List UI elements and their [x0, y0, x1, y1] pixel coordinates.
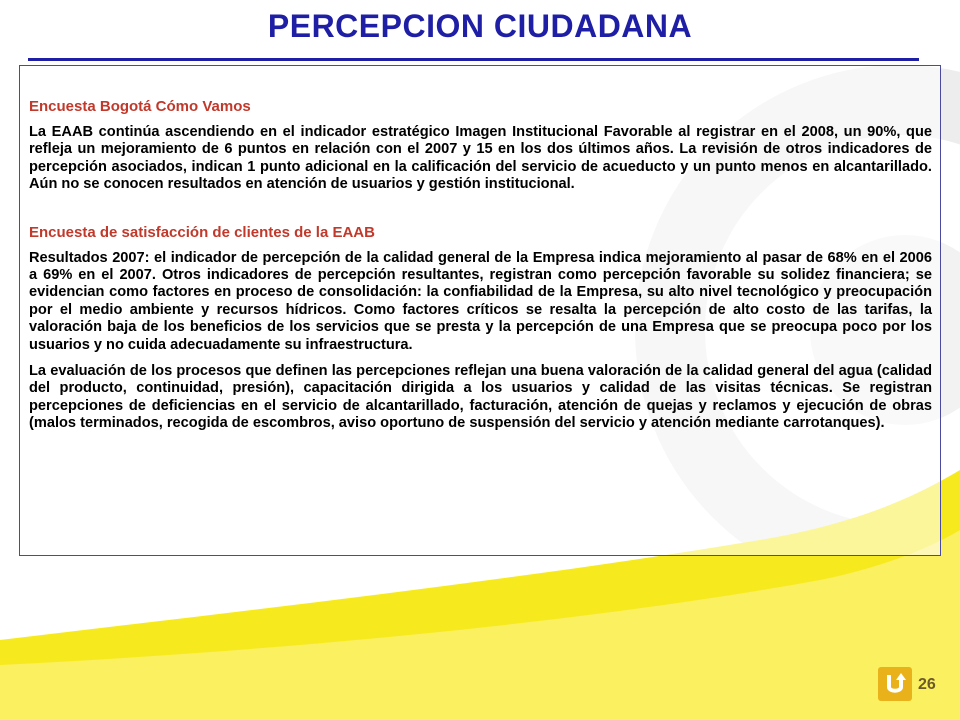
section-paragraph: La evaluación de los procesos que definen las percepciones reflejan una buena valoración de la calidad general del agua (calidad del producto, continuidad, presión), capacitación dirigida a los usuarios y calidad de las visitas técnicas. Se registran percepciones de deficiencias en el servicio de alcantarillado, facturación, atención de quejas y reclamos y ejecución de obras (malos terminados, recogida de escombros, aviso oportuno de suspensión del servicio y atención mediante carrotanques).	[29, 363, 932, 432]
title-underline	[28, 58, 919, 61]
content-body	[29, 98, 932, 433]
section-paragraph: Resultados 2007: el indicador de percepción de la calidad general de la Empresa indica mejoramiento al pasar de 68% en el 2006 a 69% en el 2007. Otros indicadores de percepción resultantes, registran como percepción favorable su solidez financiera; se evidencian como factores en proceso de consolidación: la confiabilidad de la Empresa, su alto nivel tecnológico y preocupación por el medio ambiente y recursos hídricos. Como factores críticos se resalta la percepción de alto costo de las tarifas, la valoración baja de los beneficios de los servicios que se presta y la percepción de una Empresa que se preocupa poco por los usuarios y no cuida adecuadamente su infraestructura.	[29, 249, 932, 353]
section-heading-bogota-como-vamos: Encuesta Bogotá Cómo Vamos	[29, 98, 251, 115]
spacer	[29, 194, 932, 224]
u-turn-logo-icon	[878, 667, 912, 701]
section-heading-satisfaccion-clientes: Encuesta de satisfacción de clientes de la EAAB	[29, 223, 375, 241]
page-number: 26	[918, 676, 936, 693]
spacer	[29, 354, 932, 363]
section-paragraph: La EAAB continúa ascendiendo en el indicador estratégico Imagen Institucional Favorable al registrar en el 2008, un 90%, que refleja un mejoramiento de 6 puntos en relación con el 2007 y 15 en los dos últimos años. La revisión de otros indicadores de percepción asociados, indican 1 punto adicional en la calificación del servicio de acueducto y un punto menos en alcantarillado. Aún no se conocen resultados en atención de usuarios y gestión institucional.	[29, 124, 932, 193]
page-title: PERCEPCION CIUDADANA	[267, 8, 693, 44]
